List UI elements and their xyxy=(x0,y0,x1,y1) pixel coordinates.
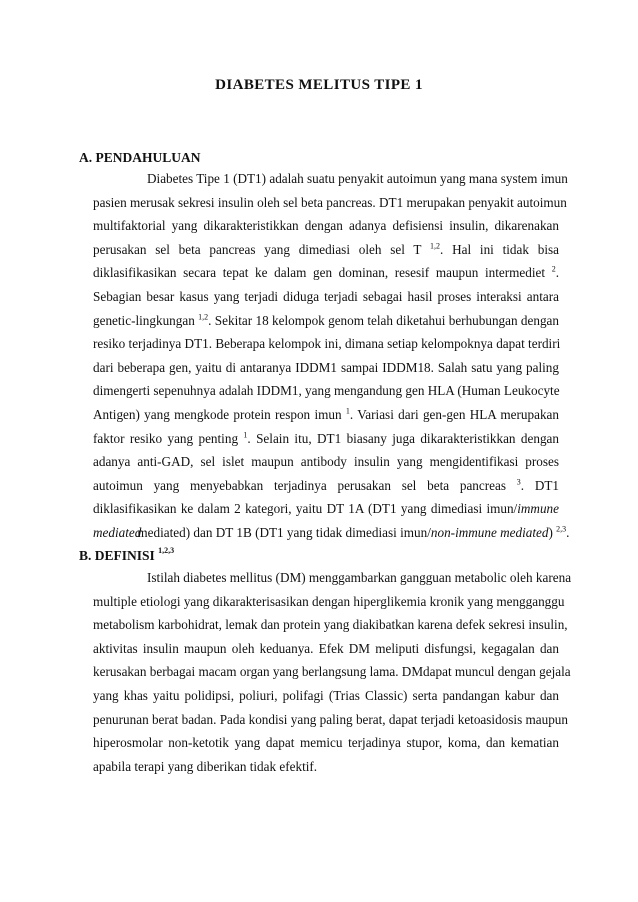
text-line xyxy=(93,261,559,285)
text-line: dimengerti sepenuhnya adalah IDDM1, yang mengandung gen HLA (Human Leukocyte xyxy=(93,383,560,399)
text-segment: autoimun yang menyebabkan terjadinya perusakan sel beta pancreas xyxy=(93,477,517,493)
text-line xyxy=(93,403,559,427)
text-segment: . xyxy=(566,524,570,540)
text-line: apabila terapi yang diberikan tidak efektif. xyxy=(93,758,318,774)
text-line: Sebagian besar kasus yang terjadi diduga terjadi sebagai hasil proses interaksi antara xyxy=(93,288,559,304)
text-line xyxy=(93,521,570,545)
text-line: penurunan berat badan. Pada kondisi yang paling berat, dapat terjadi ketoasidosis maupun xyxy=(93,711,568,727)
text-line: metabolism karbohidrat, lemak dan protein yang diakibatkan karena defek sekresi insulin, xyxy=(93,617,568,633)
italic-term: non-immune mediated xyxy=(430,524,549,540)
citation-superscript: 2,3 xyxy=(556,524,567,534)
text-segment: mediated) dan DT 1B (DT1 yang tidak dimediasi imun/ xyxy=(137,524,431,540)
text-line: Diabetes Tipe 1 (DT1) adalah suatu penyakit autoimun yang mana system imun xyxy=(147,171,568,186)
text-line: Istilah diabetes mellitus (DM) menggambarkan gangguan metabolic oleh karena xyxy=(147,570,572,585)
text-line: aktivitas insulin maupun oleh keduanya. Efek DM meliputi disfungsi, kegagalan dan xyxy=(93,640,559,656)
paragraph-pendahuluan xyxy=(93,167,570,545)
italic-term: mediated xyxy=(93,524,142,540)
text-segment: . DT1 xyxy=(520,477,559,493)
text-segment: . Selain itu, DT1 biasany juga dikarakteristikkan dengan xyxy=(247,430,559,446)
text-segment: diklasifikasikan secara tepat ke dalam gen dominan, resesif maupun intermediet xyxy=(93,265,552,281)
text-line: resiko terjadinya DT1. Beberapa kelompok ini, dimana setiap kelompoknya dapat terdiri xyxy=(93,336,561,352)
text-line: adanya anti-GAD, sel islet maupun antibody insulin yang mengidentifikasi proses xyxy=(93,454,559,470)
text-line xyxy=(93,474,559,498)
citation-superscript: 1,2 xyxy=(430,241,441,251)
document-title: DIABETES MELITUS TIPE 1 xyxy=(215,77,423,93)
text-segment: . xyxy=(555,265,559,281)
section-heading-text: B. DEFINISI xyxy=(79,548,159,563)
citation-superscript: 1 xyxy=(345,406,350,416)
text-segment: . Variasi dari gen-gen HLA merupakan xyxy=(349,406,559,422)
text-line: kerusakan berbagai macam organ yang berlangsung lama. DMdapat muncul dengan gejala xyxy=(93,664,571,680)
text-line xyxy=(93,238,559,262)
text-line xyxy=(93,427,559,451)
text-line: dari beberapa gen, yaitu di antaranya IDDM1 sampai IDDM18. Salah satu yang paling xyxy=(93,359,559,375)
text-line xyxy=(93,309,559,333)
section-heading-definisi xyxy=(79,548,174,564)
text-segment: faktor resiko yang penting xyxy=(93,430,244,446)
text-line xyxy=(93,497,559,521)
text-line: pasien merusak sekresi insulin oleh sel beta pancreas. DT1 merupakan penyakit autoimun xyxy=(93,194,567,210)
section-heading-pendahuluan xyxy=(79,150,201,166)
section-heading-text: A. PENDAHULUAN xyxy=(79,150,201,165)
text-segment: . Sekitar 18 kelompok genom telah diketahui berhubungan dengan xyxy=(208,312,559,328)
text-segment: genetic-lingkungan xyxy=(93,312,199,328)
paragraph-definisi xyxy=(93,566,572,778)
text-segment: Antigen) yang mengkode protein respon imun xyxy=(93,406,346,422)
text-segment: . Hal ini tidak bisa xyxy=(440,241,559,257)
text-segment: ) xyxy=(548,524,557,540)
citation-superscript: 1,2,3 xyxy=(158,546,175,555)
citation-superscript: 3 xyxy=(516,477,521,487)
text-line: hiperosmolar non-ketotik yang dapat memicu terjadinya stupor, koma, dan kematian xyxy=(93,735,559,751)
italic-term: immune xyxy=(517,501,559,517)
citation-superscript: 1 xyxy=(243,430,248,440)
citation-superscript: 2 xyxy=(551,264,556,274)
text-line: yang khas yaitu polidipsi, poliuri, polifagi (Trias Classic) serta pandangan kabur dan xyxy=(93,687,559,703)
citation-superscript: 1,2 xyxy=(198,312,209,322)
text-segment: diklasifikasikan ke dalam 2 kategori, yaitu DT 1A (DT1 yang dimediasi imun/ xyxy=(93,501,518,517)
text-line: multiple etiologi yang dikarakterisasikan dengan hiperglikemia kronik yang mengganggu xyxy=(93,593,565,609)
text-line: multifaktorial yang dikarakteristikkan dengan adanya defisiensi insulin, dikarenakan xyxy=(93,218,559,234)
text-segment: perusakan sel beta pancreas yang dimediasi oleh sel T xyxy=(93,241,431,257)
